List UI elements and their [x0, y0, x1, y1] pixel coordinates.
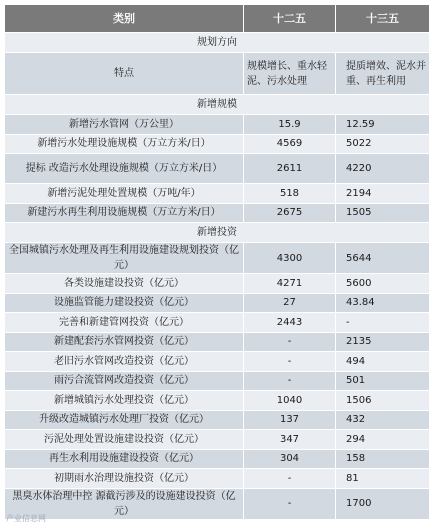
value-12th-five-year: 2611 [244, 154, 336, 184]
value-13th-five-year: 1505 [336, 203, 430, 223]
value-13th-five-year: 2135 [336, 332, 430, 352]
table-row [5, 184, 430, 204]
row-label: 设施监管能力建设投资（亿元） [5, 293, 244, 313]
table-row [5, 430, 430, 450]
section-title: 规划方向 [5, 33, 430, 53]
table-row [5, 410, 430, 430]
value-12th-five-year: - [244, 469, 336, 489]
value-12th-five-year: 518 [244, 184, 336, 204]
value-13th-five-year: - [336, 313, 430, 333]
row-label: 新增城镇污水处理投资（亿元） [5, 391, 244, 411]
value-12th-five-year: 4569 [244, 134, 336, 154]
table-row [5, 154, 430, 184]
value-12th-five-year: 137 [244, 410, 336, 430]
table-row [5, 134, 430, 154]
value-12th-five-year: 27 [244, 293, 336, 313]
table-row [5, 391, 430, 411]
table-body [5, 33, 430, 520]
table-row [5, 243, 430, 274]
row-label: 新增污水处理设施规模（万立方米/日） [5, 134, 244, 154]
row-label: 完善和新建管网投资（亿元） [5, 313, 244, 333]
table-row [5, 449, 430, 469]
section-row [5, 223, 430, 243]
table-row [5, 115, 430, 135]
value-12th-five-year: 15.9 [244, 115, 336, 135]
row-label: 初期雨水治理设施投资（亿元） [5, 469, 244, 489]
row-label: 黑臭水体治理中控 源截污涉及的设施建设投资（亿元） [5, 488, 244, 519]
value-13th-five-year: 1700 [336, 488, 430, 519]
value-12th-five-year: 4300 [244, 243, 336, 274]
row-label: 老旧污水管网改造投资（亿元） [5, 352, 244, 372]
value-13th-five-year: 2194 [336, 184, 430, 204]
row-label: 新增污水管网（万公里） [5, 115, 244, 135]
value-12th-five-year: - [244, 488, 336, 519]
row-label: 各类设施建设投资（亿元） [5, 274, 244, 294]
table-row [5, 203, 430, 223]
value-12th-five-year: - [244, 332, 336, 352]
row-label: 新增污泥处理处置规模（万吨/年） [5, 184, 244, 204]
value-13th-five-year: 5600 [336, 274, 430, 294]
value-12th-five-year: 4271 [244, 274, 336, 294]
table-row [5, 352, 430, 372]
table-row [5, 293, 430, 313]
value-13th-five-year: 1506 [336, 391, 430, 411]
row-label: 全国城镇污水处理及再生利用设施建设规划投资（亿元） [5, 243, 244, 274]
value-12th-five-year: 304 [244, 449, 336, 469]
value-12th-five-year: 1040 [244, 391, 336, 411]
value-12th-five-year: 规模增长、重水轻泥、污水处理 [244, 53, 336, 95]
value-12th-five-year: - [244, 352, 336, 372]
value-13th-five-year: 294 [336, 430, 430, 450]
row-label: 新建污水再生利用设施规模（万立方米/日） [5, 203, 244, 223]
value-13th-five-year: 501 [336, 371, 430, 391]
data-table-container [4, 4, 429, 520]
table-row [5, 332, 430, 352]
row-label: 提标 改造污水处理设施规模（万立方米/日） [5, 154, 244, 184]
watermark: 产业信息网 [6, 514, 46, 523]
table-row [5, 488, 430, 519]
section-title: 新增投资 [5, 223, 430, 243]
value-13th-five-year: 81 [336, 469, 430, 489]
value-13th-five-year: 4220 [336, 154, 430, 184]
section-row [5, 33, 430, 53]
table-row [5, 371, 430, 391]
table-row [5, 53, 430, 95]
value-13th-five-year: 494 [336, 352, 430, 372]
value-12th-five-year: 2675 [244, 203, 336, 223]
row-label: 污泥处理处置设施建设投资（亿元） [5, 430, 244, 450]
value-13th-five-year: 158 [336, 449, 430, 469]
header-category: 类别 [5, 5, 244, 33]
value-13th-five-year: 12.59 [336, 115, 430, 135]
row-label: 特点 [5, 53, 244, 95]
row-label: 再生水利用设施建设投资（亿元） [5, 449, 244, 469]
value-13th-five-year: 5644 [336, 243, 430, 274]
row-label: 新建配套污水管网投资（亿元） [5, 332, 244, 352]
header-12th-five-year: 十二五 [244, 5, 336, 33]
value-12th-five-year: 347 [244, 430, 336, 450]
value-13th-five-year: 432 [336, 410, 430, 430]
header-13th-five-year: 十三五 [336, 5, 430, 33]
value-13th-five-year: 43.84 [336, 293, 430, 313]
value-12th-five-year: 2443 [244, 313, 336, 333]
table-row [5, 469, 430, 489]
value-13th-five-year: 5022 [336, 134, 430, 154]
row-label: 升级改造城镇污水处理厂投资（亿元） [5, 410, 244, 430]
table-row [5, 313, 430, 333]
table-header-row [5, 5, 430, 33]
value-12th-five-year: - [244, 371, 336, 391]
section-row [5, 95, 430, 115]
value-13th-five-year: 提质增效、泥水并重、再生利用 [336, 53, 430, 95]
row-label: 雨污合流管网改造投资（亿元） [5, 371, 244, 391]
planning-comparison-table [4, 4, 430, 520]
table-row [5, 274, 430, 294]
section-title: 新增规模 [5, 95, 430, 115]
